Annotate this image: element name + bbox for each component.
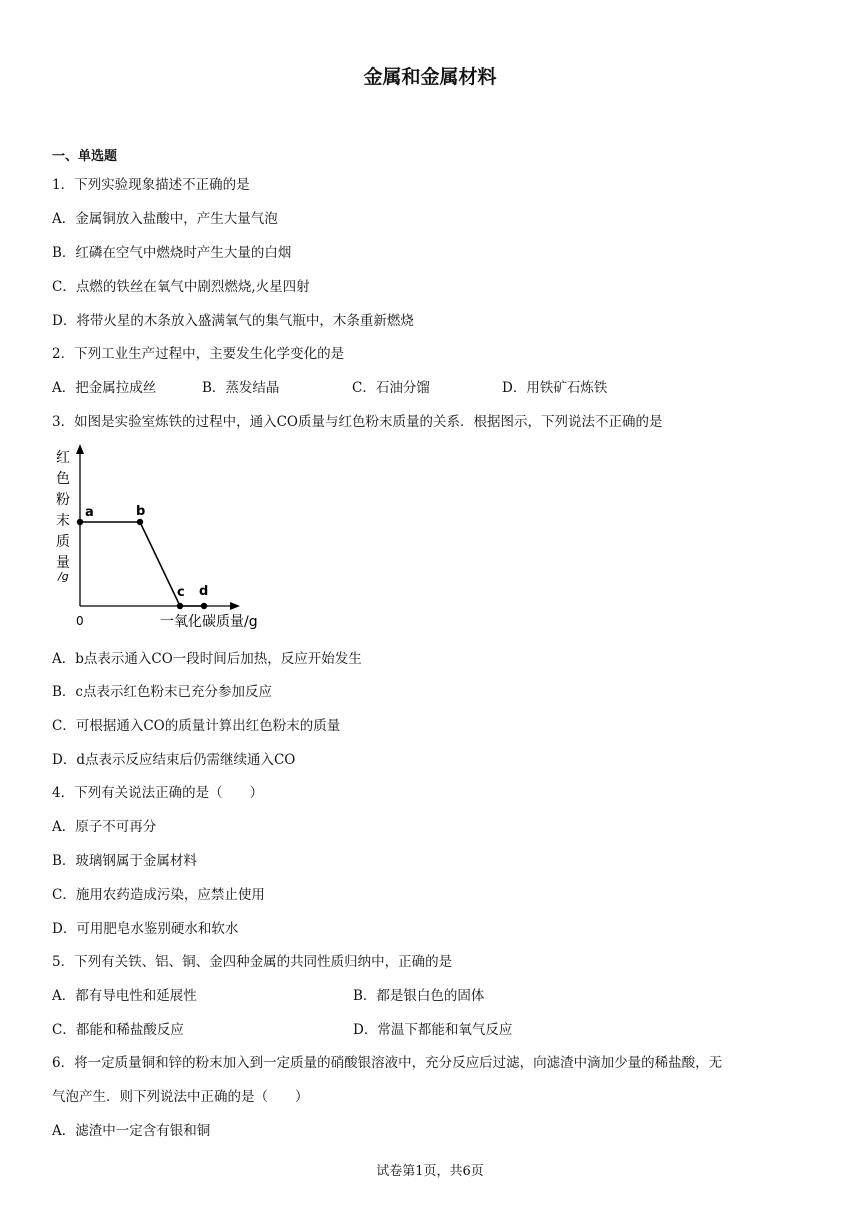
- origin-label: 0: [76, 614, 84, 628]
- page-title: 金属和金属材料: [363, 66, 497, 88]
- point-d-marker: [201, 603, 207, 609]
- question-4-option-d: D．可用肥皂水鉴别硬水和软水: [52, 921, 239, 937]
- question-4-option-c: C．施用农药造成污染，应禁止使用: [52, 887, 265, 903]
- y-label-char: 量: [56, 555, 70, 571]
- x-axis-arrow: [230, 602, 240, 610]
- question-4-option-a: A．原子不可再分: [52, 819, 157, 835]
- y-label-char: 质: [56, 534, 70, 550]
- page-footer: 试卷第1页，共6页: [376, 1164, 484, 1179]
- point-b-marker: [137, 519, 143, 525]
- question-4-option-b: B．玻璃钢属于金属材料: [52, 853, 197, 869]
- question-3-stem: 3．如图是实验室炼铁的过程中，通入CO质量与红色粉末质量的关系．根据图示，下列说法不正确的是: [52, 414, 663, 430]
- question-6-stem-line2: 气泡产生．则下列说法中正确的是（ ）: [52, 1089, 309, 1105]
- question-2-stem: 2．下列工业生产过程中，主要发生化学变化的是: [52, 346, 345, 362]
- question-6-stem-line1: 6．将一定质量铜和锌的粉末加入到一定质量的硝酸银溶液中，充分反应后过滤，向滤渣中滴加少量的稀盐酸，无: [52, 1055, 723, 1071]
- question-1-option-b: B．红磷在空气中燃烧时产生大量的白烟: [52, 245, 292, 261]
- y-label-unit: /g: [58, 570, 69, 583]
- y-label-char: 色: [56, 471, 70, 487]
- y-label-char: 红: [56, 450, 70, 466]
- question-5-option-d: D．常温下都能和氧气反应: [353, 1022, 513, 1038]
- question-1-stem: 1．下列实验现象描述不正确的是: [52, 177, 250, 193]
- x-axis-label: 一氧化碳质量/g: [160, 614, 258, 630]
- question-6-option-a: A．滤渣中一定含有银和铜: [52, 1123, 211, 1139]
- question-1-option-a: A．金属铜放入盐酸中，产生大量气泡: [52, 211, 278, 227]
- y-axis-arrow: [76, 444, 84, 454]
- question-1-option-d: D．将带火星的木条放入盛满氧气的集气瓶中，木条重新燃烧: [52, 313, 414, 329]
- question-2-option-a: A．把金属拉成丝: [52, 380, 157, 396]
- point-d-label: d: [199, 584, 209, 599]
- y-label-char: 粉: [56, 492, 70, 508]
- section-heading: 一、单选题: [52, 149, 118, 164]
- mass-curve: [80, 522, 204, 606]
- question-5-option-a: A．都有导电性和延展性: [52, 988, 197, 1004]
- question-3-option-a: A．b点表示通入CO一段时间后加热，反应开始发生: [52, 651, 362, 667]
- point-c-label: c: [177, 585, 185, 600]
- point-a-label: a: [85, 505, 94, 520]
- question-4-stem: 4．下列有关说法正确的是（ ）: [52, 785, 264, 801]
- point-a-marker: [77, 519, 83, 525]
- question-5-option-c: C．都能和稀盐酸反应: [52, 1022, 184, 1038]
- point-c-marker: [177, 603, 183, 609]
- question-3-option-b: B．c点表示红色粉末已充分参加反应: [52, 684, 272, 700]
- question-1-option-c: C．点燃的铁丝在氧气中剧烈燃烧,火星四射: [52, 279, 310, 295]
- question-5-stem: 5．下列有关铁、铝、铜、金四种金属的共同性质归纳中，正确的是: [52, 954, 453, 970]
- question-3-option-d: D．d点表示反应结束后仍需继续通入CO: [52, 752, 296, 768]
- question-5-option-b: B．都是银白色的固体: [353, 988, 485, 1004]
- point-b-label: b: [136, 504, 146, 519]
- question-3-figure: [52, 440, 262, 635]
- question-3-option-c: C．可根据通入CO的质量计算出红色粉末的质量: [52, 718, 341, 734]
- question-2-option-c: C．石油分馏: [352, 380, 430, 396]
- question-2-option-b: B．蒸发结晶: [202, 380, 280, 396]
- question-2-option-d: D．用铁矿石炼铁: [502, 380, 608, 396]
- y-label-char: 末: [56, 513, 70, 529]
